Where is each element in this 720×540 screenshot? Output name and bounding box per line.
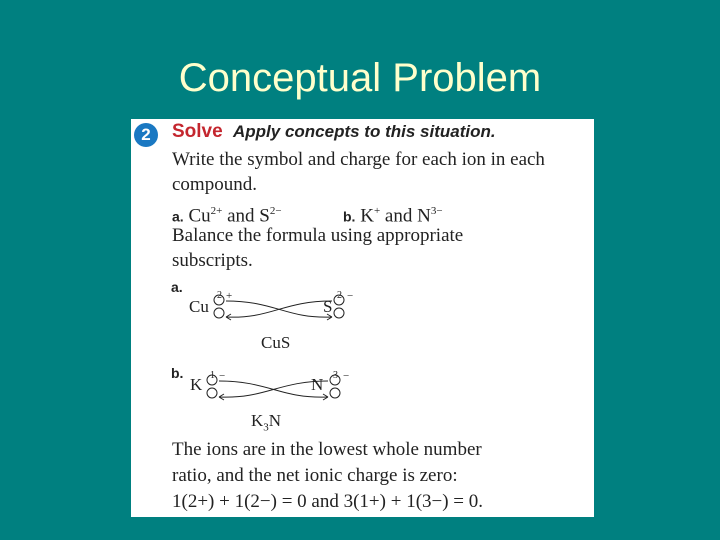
- diagram-b-right-charge-number: 3: [333, 370, 338, 381]
- diagram-b-right-charge-sign: −: [343, 370, 350, 382]
- diagram-a-right-charge-sign: −: [347, 290, 354, 302]
- solve-heading: Solve: [172, 121, 223, 142]
- diagram-b-left-charge-sign: −: [219, 370, 226, 382]
- ion-charge: 3−: [430, 205, 443, 217]
- slide-title: Conceptual Problem: [178, 56, 542, 100]
- diagram-a-left-charge-sign: +: [226, 290, 233, 302]
- conclusion-line-1: The ions are in the lowest whole number: [172, 439, 482, 460]
- instruction-1-line-2: compound.: [172, 174, 257, 195]
- apply-concepts-text: Apply concepts to this situation.: [233, 122, 496, 141]
- diagram-b-left-symbol: K: [190, 375, 203, 394]
- instruction-2-line-2: subscripts.: [172, 250, 253, 271]
- ion-symbol: Cu: [188, 205, 211, 227]
- diagram-b-right-symbol: N: [311, 375, 324, 394]
- conclusion-line-2: ratio, and the net ionic charge is zero:: [172, 465, 458, 486]
- ion-charge: 2−: [269, 205, 282, 217]
- ion-symbol: S: [259, 205, 270, 227]
- textbook-excerpt: [131, 119, 594, 517]
- ion-symbol: N: [417, 205, 431, 227]
- ion-charge: +: [373, 205, 381, 217]
- step-number-badge: 2: [134, 123, 158, 147]
- conjunction: and: [380, 205, 418, 227]
- conjunction: and: [222, 205, 260, 227]
- instruction-1-line-1: Write the symbol and charge for each ion in each: [172, 149, 545, 170]
- ion-symbol: K: [360, 205, 374, 227]
- diagram-a-left-symbol: Cu: [189, 297, 209, 316]
- diagram-a-formula: CuS: [261, 333, 291, 352]
- formula-subscript: 3: [263, 421, 269, 434]
- formula-element: K: [251, 411, 264, 430]
- part-a-label: a.: [172, 208, 184, 225]
- diagram-a-left-charge-number: 2: [217, 290, 222, 301]
- conclusion-line-3: 1(2+) + 1(2−) = 0 and 3(1+) + 1(3−) = 0.: [172, 491, 484, 512]
- part-b-label: b.: [343, 208, 356, 225]
- diagram-a-right-symbol: S: [323, 297, 333, 316]
- instruction-2-line-1: Balance the formula using appropriate: [172, 225, 464, 246]
- diagram-a-label: a.: [171, 279, 183, 295]
- formula-element: N: [268, 411, 282, 430]
- diagram-b-label: b.: [171, 365, 184, 381]
- diagram-b-formula: [251, 411, 281, 433]
- diagram-b-left-charge-number: 1: [210, 370, 215, 381]
- ion-charge: 2+: [210, 205, 223, 217]
- diagram-a-right-charge-number: 2: [337, 290, 342, 301]
